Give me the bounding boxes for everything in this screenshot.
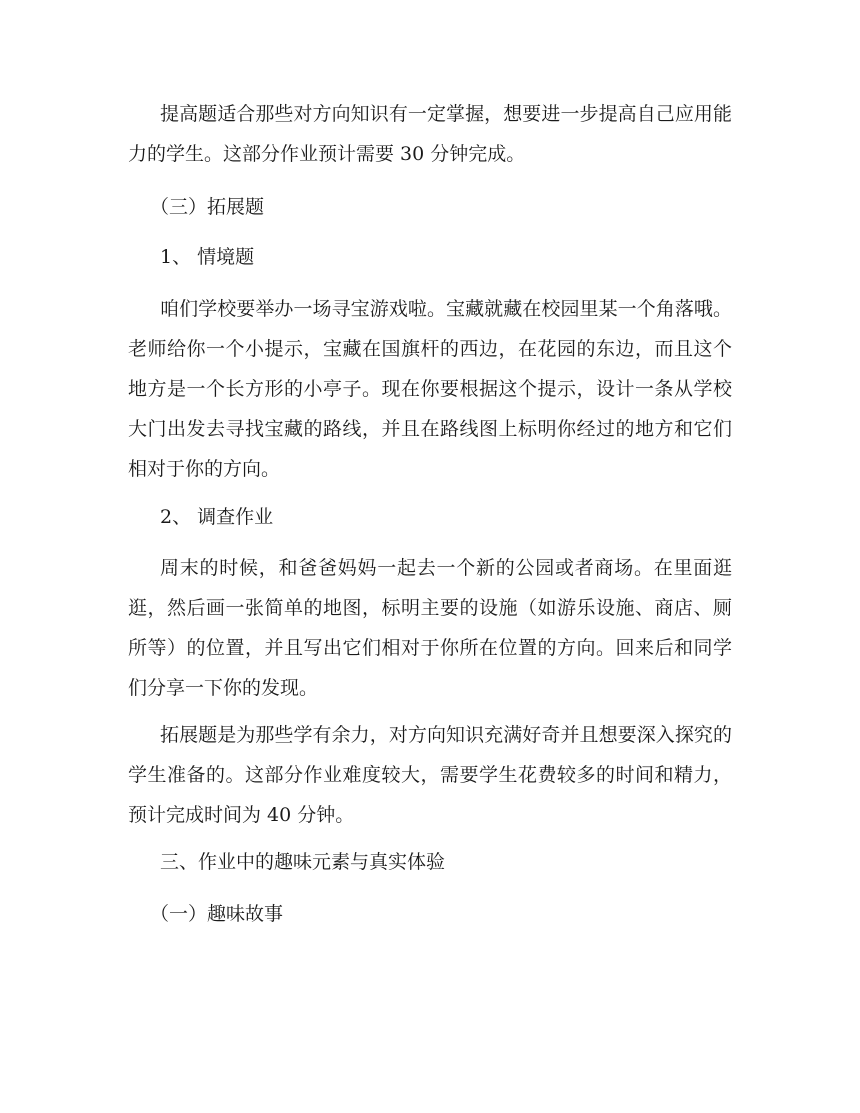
chapter-heading-fun-elements: 三、作业中的趣味元素与真实体验 [160, 851, 446, 873]
paragraph-treasure-hunt: 咱们学校要举办一场寻宝游戏啦。宝藏就藏在校园里某一个角落哦。老师给你一个小提示，宝藏在国旗杆的西边，在花园的东边，而且这个地方是一个长方形的小亭子。现在你要根据这个提示，设计一条从学校大门出发去寻找宝藏的路线，并且在路线图上标明你经过的地方和它们相对于你的方向。 [128, 298, 732, 480]
subheading-survey: 2、 调查作业 [160, 506, 274, 528]
subheading-scenario: 1、 情境题 [160, 246, 255, 268]
paragraph-extension-summary: 拓展题是为那些学有余力，对方向知识充满好奇并且想要深入探究的学生准备的。这部分作业难度较大，需要学生花费较多的时间和精力，预计完成时间为 40 分钟。 [128, 724, 732, 826]
section-heading-extension: （三）拓展题 [150, 196, 265, 218]
section-heading-fun-stories: （一）趣味故事 [150, 903, 284, 925]
paragraph-park-map: 周末的时候，和爸爸妈妈一起去一个新的公园或者商场。在里面逛逛，然后画一张简单的地图，标明主要的设施（如游乐设施、商店、厕所等）的位置，并且写出它们相对于你所在位置的方向。回来后和同学们分享一下你的发现。 [128, 557, 732, 699]
paragraph-improvement-summary: 提高题适合那些对方向知识有一定掌握，想要进一步提高自己应用能力的学生。这部分作业预计需要 30 分钟完成。 [128, 103, 732, 165]
